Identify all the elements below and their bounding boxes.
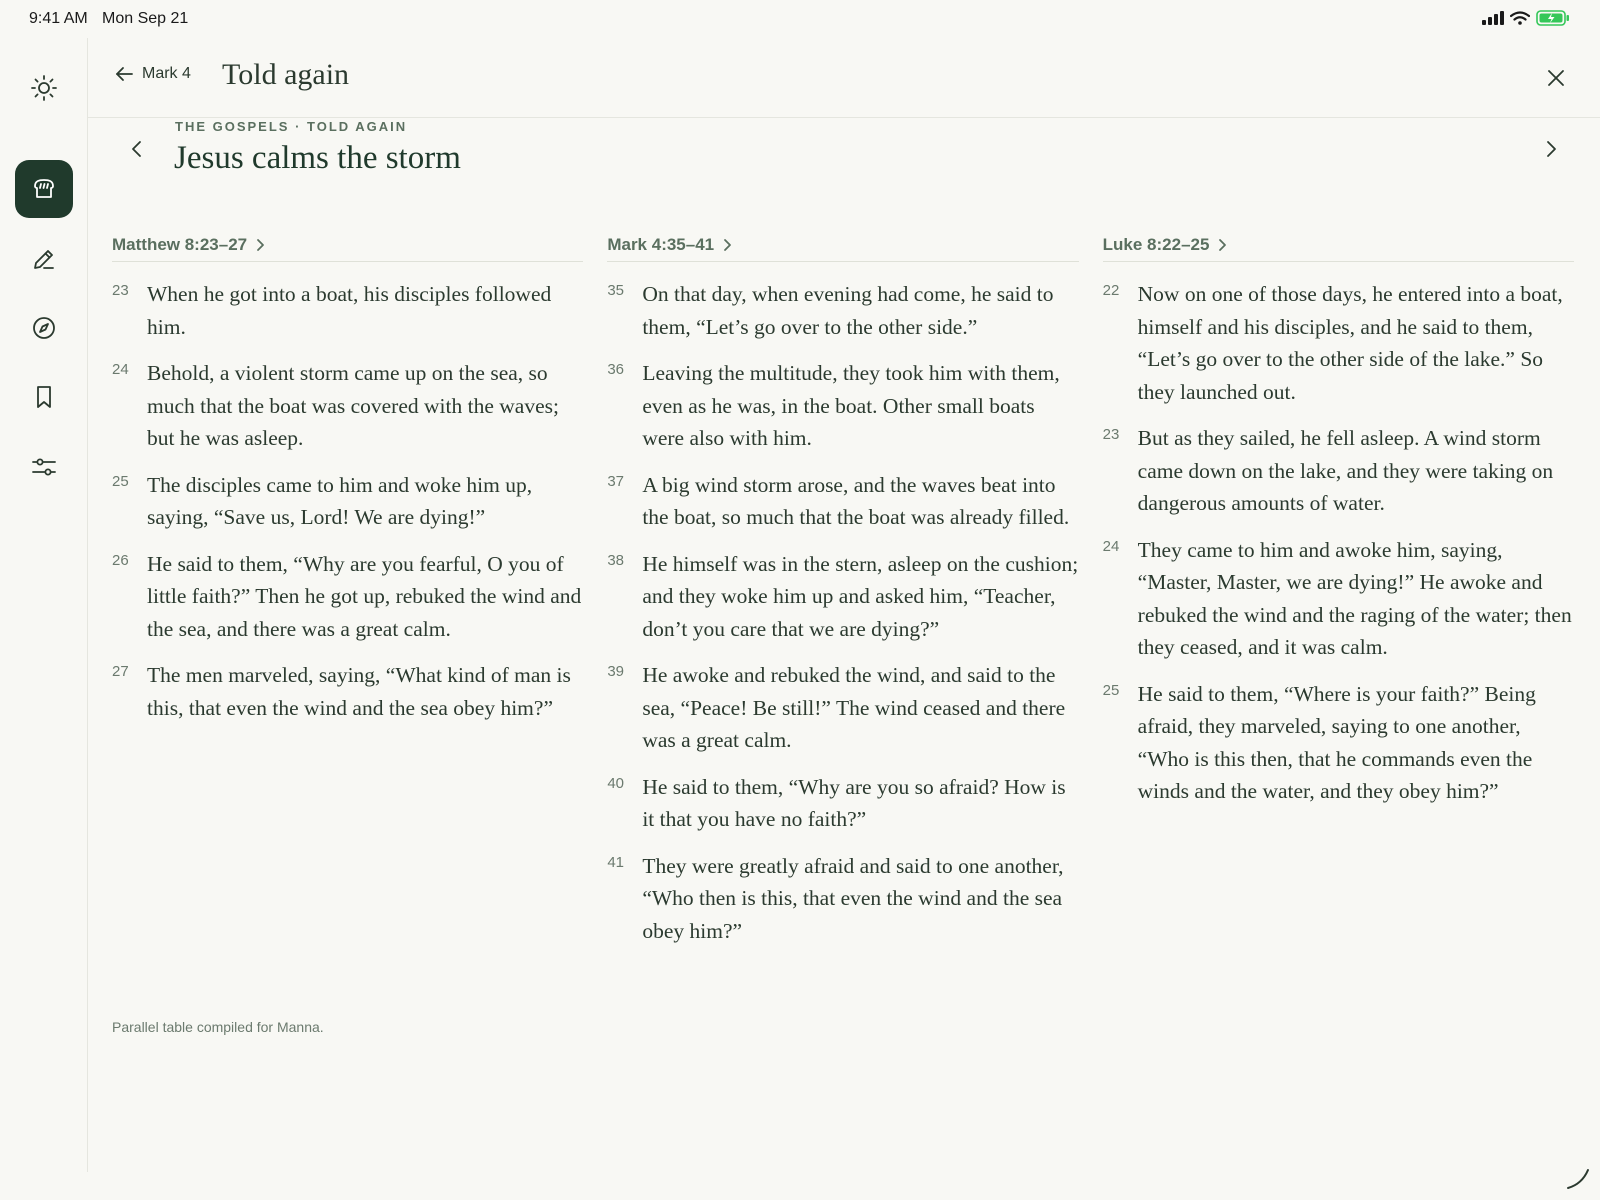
verse-text: He awoke and rebuked the wind, and said to the sea, “Peace! Be still!” The wind ceased and there was a great calm. <box>642 663 1066 752</box>
battery-icon <box>1536 10 1570 26</box>
parallel-columns <box>112 228 1574 961</box>
verse-number: 25 <box>1102 681 1120 699</box>
pen-icon <box>30 245 58 273</box>
chevron-right-icon <box>1544 139 1558 159</box>
explore-button[interactable] <box>15 299 73 357</box>
settings-button[interactable] <box>15 438 73 496</box>
column-reference-link[interactable] <box>112 228 583 262</box>
verse-number: 36 <box>607 361 625 378</box>
verse <box>112 659 583 724</box>
previous-story-button[interactable] <box>124 136 150 162</box>
verse <box>607 548 1078 646</box>
verse-text: When he got into a boat, his disciples followed him. <box>147 282 552 339</box>
verse-number: 24 <box>112 361 129 378</box>
close-icon <box>1546 68 1566 88</box>
verse-text: Leaving the multitude, they took him with them, even as he was, in the boat. Other small boats were also with him. <box>642 361 1060 450</box>
gospel-column-matthew <box>112 228 583 961</box>
verse <box>1103 422 1574 520</box>
verse-text: He said to them, “Why are you fearful, O you of little faith?” Then he got up, rebuked the wind and the sea, and there was a great calm. <box>147 551 582 641</box>
chevron-right-icon <box>1217 238 1227 252</box>
resize-handle-icon <box>1564 1164 1592 1192</box>
chevron-left-icon <box>130 139 144 159</box>
verse <box>1103 278 1574 408</box>
gospel-column-mark <box>607 228 1078 961</box>
gospel-column-luke <box>1103 228 1574 961</box>
side-rail <box>0 38 88 1172</box>
column-reference: Mark 4:35–41 <box>607 234 715 254</box>
verse-text: The disciples came to him and woke him up, saying, “Save us, Lord! We are dying!” <box>147 472 533 529</box>
verse <box>607 850 1078 948</box>
verse-text: On that day, when evening had come, he said to them, “Let’s go over to the other side.” <box>642 282 1054 339</box>
status-date: Mon Sep 21 <box>102 10 189 27</box>
status-icons <box>1482 10 1570 26</box>
back-button[interactable] <box>114 64 191 84</box>
column-reference-link[interactable] <box>1103 228 1574 262</box>
next-story-button[interactable] <box>1538 136 1564 162</box>
verse-text: A big wind storm arose, and the waves beat into the boat, so much that the boat was already filled. <box>642 472 1070 529</box>
verse-list <box>607 278 1078 947</box>
verse <box>1103 678 1574 808</box>
story-title: Jesus calms the storm <box>174 140 461 176</box>
appearance-button[interactable] <box>15 59 73 117</box>
signal-icon <box>1482 11 1504 25</box>
wifi-icon <box>1510 11 1530 25</box>
verse <box>607 771 1078 836</box>
verse-number: 37 <box>607 472 625 490</box>
bookmarks-button[interactable] <box>15 368 73 426</box>
chevron-right-icon <box>255 238 265 252</box>
verse <box>607 278 1078 343</box>
verse <box>112 278 583 343</box>
verse <box>607 357 1078 455</box>
verse-text: Behold, a violent storm came up on the sea, so much that the boat was covered with the waves; but he was asleep. <box>147 361 559 450</box>
page-title: Told again <box>222 58 350 91</box>
sliders-icon <box>30 453 58 481</box>
verse <box>607 469 1078 534</box>
verse-text: The men marveled, saying, “What kind of man is this, that even the wind and the sea obey him?” <box>147 663 571 720</box>
verse-number: 35 <box>607 282 625 299</box>
story-eyebrow: THE GOSPELS · TOLD AGAIN <box>175 119 408 134</box>
verse-list <box>1103 278 1574 808</box>
verse-text: Now on one of those days, he entered into a boat, himself and his disciples, and he said to them, “Let’s go over to the other side of the lake.” So they launched out. <box>1137 282 1563 404</box>
verse <box>607 659 1078 757</box>
verse-text: They were greatly afraid and said to one another, “Who then is this, that even the wind and the sea obey him?” <box>642 853 1064 943</box>
close-button[interactable] <box>1542 64 1570 92</box>
verse-number: 27 <box>112 663 129 680</box>
column-reference: Matthew 8:23–27 <box>112 234 248 254</box>
verse-number: 41 <box>607 853 625 871</box>
verse-number: 24 <box>1102 537 1120 555</box>
chevron-right-icon <box>722 238 732 252</box>
status-bar <box>0 0 1600 38</box>
verse-number: 25 <box>112 472 129 490</box>
verse <box>112 469 583 534</box>
verse-number: 39 <box>607 663 625 680</box>
verse-text: He said to them, “Where is your faith?” Being afraid, they marveled, saying to one another, “Who is this then, that he commands even the winds and the water, and they obey him?” <box>1137 681 1536 803</box>
verse-number: 40 <box>607 774 625 792</box>
verse-number: 26 <box>112 551 129 569</box>
column-reference-link[interactable] <box>607 228 1078 262</box>
compass-icon <box>30 314 58 342</box>
bookmark-icon <box>30 383 58 411</box>
notes-button[interactable] <box>15 230 73 288</box>
parallels-button[interactable] <box>15 160 73 218</box>
bread-icon <box>30 175 58 203</box>
verse <box>112 548 583 646</box>
back-label: Mark 4 <box>142 65 191 82</box>
column-reference: Luke 8:22–25 <box>1102 234 1210 254</box>
verse <box>1103 534 1574 664</box>
verse-number: 38 <box>607 551 625 569</box>
sun-icon <box>30 74 58 102</box>
verse-list <box>112 278 583 724</box>
arrow-left-icon <box>114 64 134 84</box>
status-time: 9:41 AM <box>29 10 88 27</box>
verse-text: He said to them, “Why are you so afraid? How is it that you have no faith?” <box>642 774 1066 831</box>
footnote: Parallel table compiled for Manna. <box>112 1019 324 1035</box>
top-bar <box>88 38 1600 118</box>
verse-number: 23 <box>1102 426 1120 443</box>
verse-text: But as they sailed, he fell asleep. A wind storm came down on the lake, and they were taking on dangerous amounts of water. <box>1137 426 1554 515</box>
verse <box>112 357 583 455</box>
verse-text: He himself was in the stern, asleep on the cushion; and they woke him up and asked him, “Teacher, don’t you care that we are dying?” <box>642 551 1079 641</box>
verse-number: 23 <box>112 282 129 299</box>
verse-number: 22 <box>1102 282 1120 299</box>
verse-text: They came to him and awoke him, saying, “Master, Master, we are dying!” He awoke and rebuked the wind and the raging of the water; then they ceased, and it was calm. <box>1137 537 1572 659</box>
